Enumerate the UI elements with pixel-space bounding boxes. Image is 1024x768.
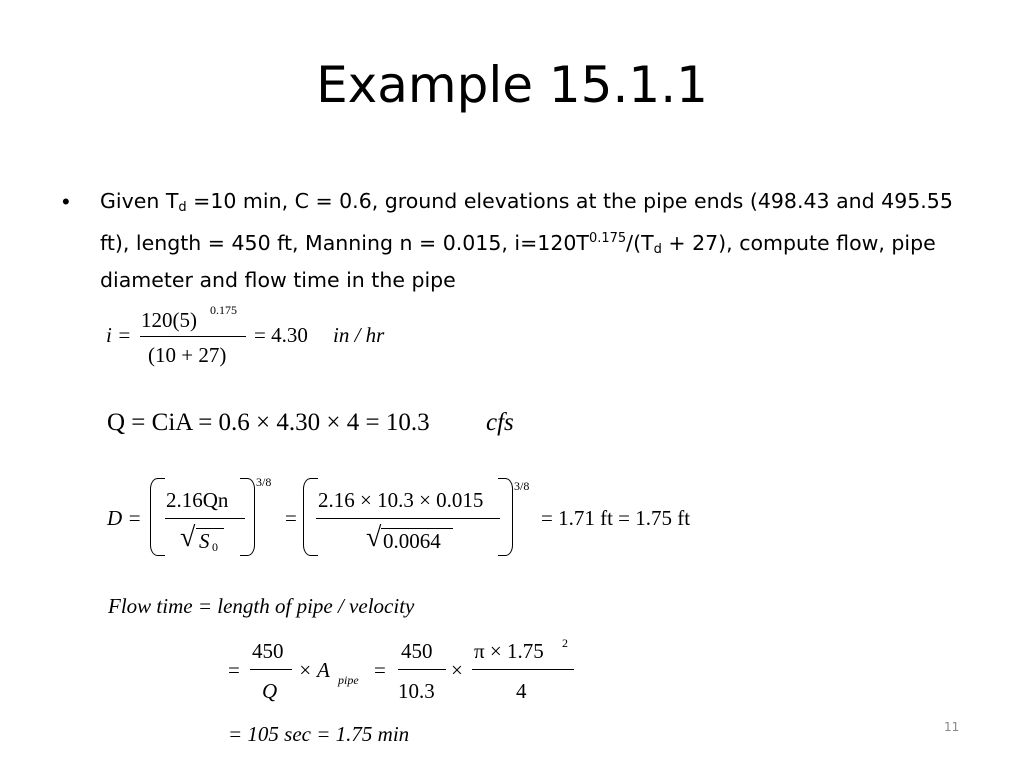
eq-i-lhs: i =	[106, 323, 132, 347]
subscript-d: d	[178, 200, 187, 215]
eq-flow-f1-den: Q	[262, 679, 278, 703]
eq-flow-f2-den: 10.3	[398, 679, 435, 703]
left-paren	[150, 478, 165, 556]
bullet-dot: •	[62, 189, 70, 214]
fraction-bar	[250, 669, 292, 670]
eq-flow-line3: = 105 sec = 1.75 min	[228, 722, 410, 746]
eq-flow-line1: Flow time = length of pipe / velocity	[108, 594, 415, 618]
eq-q-text: Q = CiA = 0.6 × 4.30 × 4 = 10.3	[107, 409, 430, 436]
bullet-text	[100, 186, 960, 296]
eq-i-numerator: 120(5)	[141, 308, 197, 332]
eq-flow-f2-num: 450	[401, 639, 433, 663]
eq-d-exp1: 3/8	[256, 475, 272, 489]
fraction-bar	[398, 669, 446, 670]
eq-flow-f3-den: 4	[516, 679, 527, 703]
eq-i-exponent: 0.175	[210, 303, 237, 317]
eq-flow-f1-num: 450	[252, 639, 284, 663]
subscript-d: d	[653, 242, 662, 257]
eq-flow-f3-num: π × 1.75	[474, 639, 544, 663]
sqrt-sign: √	[366, 522, 382, 553]
eq-flow-times-a: × A	[298, 658, 330, 682]
fraction-bar	[316, 518, 500, 519]
superscript-exponent: 0.175	[588, 231, 627, 246]
left-paren	[303, 478, 318, 556]
eq-q-unit: cfs	[486, 409, 514, 436]
eq-i-denominator: (10 + 27)	[148, 343, 227, 367]
eq-d-num1: 2.16Qn	[166, 488, 229, 512]
slide-title: Example 15.1.1	[316, 56, 708, 114]
eq-flow-a-sub: pipe	[338, 673, 359, 687]
slide-number: 11	[944, 720, 960, 734]
fraction-bar	[140, 336, 246, 337]
eq-flow-f3-exp: 2	[562, 636, 568, 650]
sqrt-sign: √	[180, 522, 196, 553]
eq-d-lhs: D =	[107, 506, 142, 530]
eq-d-result: = 1.71 ft = 1.75 ft	[541, 506, 691, 530]
eq-flow-equals: =	[374, 658, 386, 682]
eq-d-den2: 0.0064	[383, 529, 441, 553]
fraction-bar	[165, 518, 245, 519]
fraction-bar	[472, 669, 574, 670]
text-part: + 27), compute flow, pipe diameter and flow time in the pipe	[100, 231, 936, 292]
right-paren	[498, 478, 513, 556]
right-paren	[240, 478, 255, 556]
eq-d-num2: 2.16 × 10.3 × 0.015	[318, 488, 484, 512]
eq-d-den1-sub: 0	[212, 540, 218, 554]
text-part: Given T	[100, 189, 179, 213]
eq-d-den1: S	[199, 529, 210, 553]
eq-d-equals: =	[285, 506, 297, 530]
eq-i-result: = 4.30	[254, 323, 308, 347]
eq-flow-times: ×	[451, 658, 463, 682]
eq-flow-equals: =	[228, 658, 240, 682]
eq-d-exp2: 3/8	[514, 479, 530, 493]
text-part: /(T	[626, 231, 654, 255]
eq-i-unit: in / hr	[333, 323, 385, 347]
text-part: =10 min, C = 0.6, ground elevations at the pipe ends (498.43 and 495.55 ft), length = 450 ft, Manning n = 0.015, i=120T	[100, 189, 953, 255]
